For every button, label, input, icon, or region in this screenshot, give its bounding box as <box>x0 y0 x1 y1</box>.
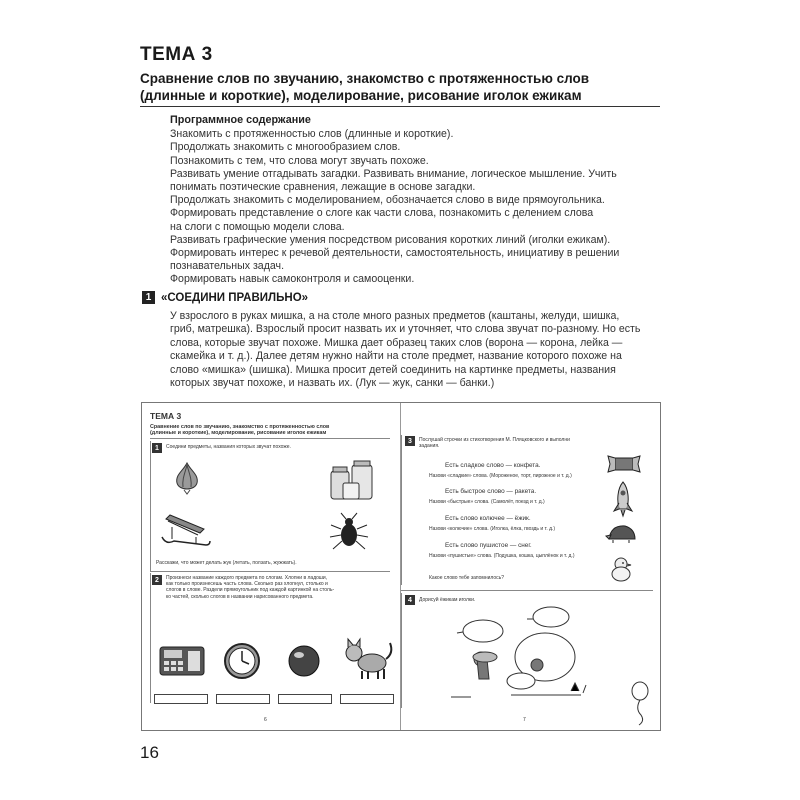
task-number-badge: 3 <box>405 436 415 446</box>
task1-text: Соедини предметы, названия которых звучат похоже. <box>166 444 291 450</box>
cat-icon <box>342 635 394 681</box>
workbook-spread <box>141 402 661 731</box>
program-line: на слоги с помощью модели слова. <box>170 220 345 233</box>
program-line: Продолжать знакомить с многообразием слов. <box>170 141 401 154</box>
exercise-line: гриб, матрешка). Взрослый просит назвать их и уточняет, что слова звучат по-разному. Но есть <box>170 323 641 336</box>
topic-subtitle <box>140 70 660 104</box>
sled-icon <box>160 511 212 549</box>
task3-text <box>419 437 570 449</box>
word-model-rectangle[interactable] <box>278 694 332 704</box>
task2-line: Произнеси название каждого предмета по слогам. Хлопни в ладоши, <box>166 575 328 581</box>
exercise-line: которых звучат похоже, и назвать их. (Лук — жук, санки — банки.) <box>170 377 495 390</box>
program-line: Развивать умение отгадывать загадки. Развивать внимание, логическое мышление. Учить <box>170 167 617 180</box>
program-line: Развивать графические умения посредством рисования коротких линий (иголки ежикам). <box>170 233 611 246</box>
workbook-right-page <box>401 403 660 730</box>
poem-line: Есть слово пушистое — снег. <box>445 542 532 549</box>
hedgehogs-drawing <box>441 599 621 707</box>
program-line: Формировать навык самоконтроля и самооценки. <box>170 273 415 286</box>
task-number-badge: 1 <box>152 443 162 453</box>
mini-page-subtitle <box>150 424 329 437</box>
program-line: Познакомить с тем, что слова могут звучать похоже. <box>170 154 429 167</box>
poem-hint: Назови «колючие» слова. (Иголка, ёлка, гвоздь и т. д.) <box>429 526 556 532</box>
poem-hint: Назови «сладкие» слова. (Мороженое, торт, пирожное и т. д.) <box>429 473 572 479</box>
program-line: Формировать представление о слоге как части слова, познакомить с делением слова <box>170 207 594 220</box>
program-line: понимать поэтические сравнения, лежащие в основе загадки. <box>170 181 476 194</box>
program-line: Продолжать знакомить с моделированием, обозначается слово в виде прямоугольника. <box>170 194 605 207</box>
mini-page-title: ТЕМА 3 <box>150 411 182 421</box>
beetle-icon <box>327 511 371 551</box>
jars-icon <box>327 461 377 501</box>
task-number-badge: 2 <box>152 575 162 585</box>
exercise-line: скамейка и т. д.). Далее детям нужно найти на столе предмет, название которого похоже на <box>170 350 622 363</box>
task2-text <box>166 575 334 600</box>
exercise-line: слово «мишка» (шишка). Мишка просит детей соединить на картинке предметы, названия <box>170 363 616 376</box>
exercise-number-badge: 1 <box>142 291 155 304</box>
hedgehog-icon <box>605 523 637 545</box>
task3-question: Какое слово тебе запомнилось? <box>429 575 505 581</box>
clock-icon <box>222 641 262 681</box>
task4-text: Дорисуй ёжикам иголки. <box>419 597 476 603</box>
word-model-rectangle[interactable] <box>216 694 270 704</box>
task-border <box>401 435 402 585</box>
exercise-1-body <box>170 310 660 390</box>
poem-line: Есть слово колючее — ёжик. <box>445 515 531 522</box>
program-line: познавательных задач. <box>170 260 285 273</box>
workbook-left-page <box>142 403 401 730</box>
task-border <box>150 573 151 703</box>
task1-note: Расскажи, что может делать жук (летать, ползать, жужжать). <box>156 560 297 566</box>
poem-hint: Назови «быстрые» слова. (Самолёт, поезд и т. д.) <box>429 499 545 505</box>
header-divider <box>140 106 660 107</box>
exercise-title: «СОЕДИНИ ПРАВИЛЬНО» <box>161 291 309 304</box>
topic-subtitle-line: (длинные и короткие), моделирование, рисование иголок ежикам <box>140 88 582 103</box>
word-model-rectangle[interactable] <box>340 694 394 704</box>
task2-line: слогов в слове. Раздели прямоугольник под каждой картинкой на столь- <box>166 587 335 594</box>
mini-divider <box>150 571 390 572</box>
balloon-icon <box>629 681 651 725</box>
poem-line: Есть быстрое слово — ракета. <box>445 488 537 495</box>
program-content <box>170 114 650 287</box>
task2-line: ко частей, сколько слогов в названии нарисованного предмета. <box>166 593 314 600</box>
word-model-rectangle[interactable] <box>154 694 208 704</box>
left-page-number: 6 <box>264 717 267 723</box>
exercise-1-heading <box>142 291 308 304</box>
mini-subtitle-line: Сравнение слов по звучанию, знакомство с протяженностью слов <box>150 424 330 430</box>
topic-title: ТЕМА 3 <box>140 44 213 65</box>
mini-subtitle-line: (длинные и короткие), моделирование, рисование иголок ежикам <box>150 430 327 437</box>
rocket-icon <box>613 481 633 517</box>
exercise-line: слова, которые звучат похоже. Мишка дает образец таких слов (ворона — корона, лейка — <box>170 336 623 349</box>
mini-divider <box>401 590 653 591</box>
exercise-line: У взрослого в руках мишка, а на столе много разных предметов (каштаны, желуди, шишка, <box>170 310 620 322</box>
candy-icon <box>607 455 641 473</box>
task-border <box>150 441 151 571</box>
onion-icon <box>170 461 204 495</box>
task2-line: как только произнесешь часть слова. Сколько раз хлопнул, столько и <box>166 581 328 588</box>
program-line: Формировать интерес к речевой деятельности, самостоятельность, инициативу в решении <box>170 247 620 260</box>
poem-line: Есть сладкое слово — конфета. <box>445 462 541 469</box>
page-number: 16 <box>140 743 159 762</box>
task3-line: Послушай строчки из стихотворения М. Пляцковского и выполни <box>419 437 570 443</box>
poem-hint: Назови «пушистые» слова. (Подушка, кошка, цыплёнок и т. д.) <box>429 553 575 559</box>
ball-icon <box>286 643 322 679</box>
topic-subtitle-line: Сравнение слов по звучанию, знакомство с протяженностью слов <box>140 71 590 86</box>
chick-icon <box>609 555 633 583</box>
program-heading: Программное содержание <box>170 114 311 126</box>
right-page-number: 7 <box>523 717 526 723</box>
task-border <box>401 593 402 708</box>
task-number-badge: 4 <box>405 595 415 605</box>
task3-line: задания. <box>419 443 440 450</box>
program-line: Знакомить с протяженностью слов (длинные и короткие). <box>170 128 454 141</box>
mini-divider <box>150 438 390 439</box>
calculator-icon <box>158 643 208 679</box>
